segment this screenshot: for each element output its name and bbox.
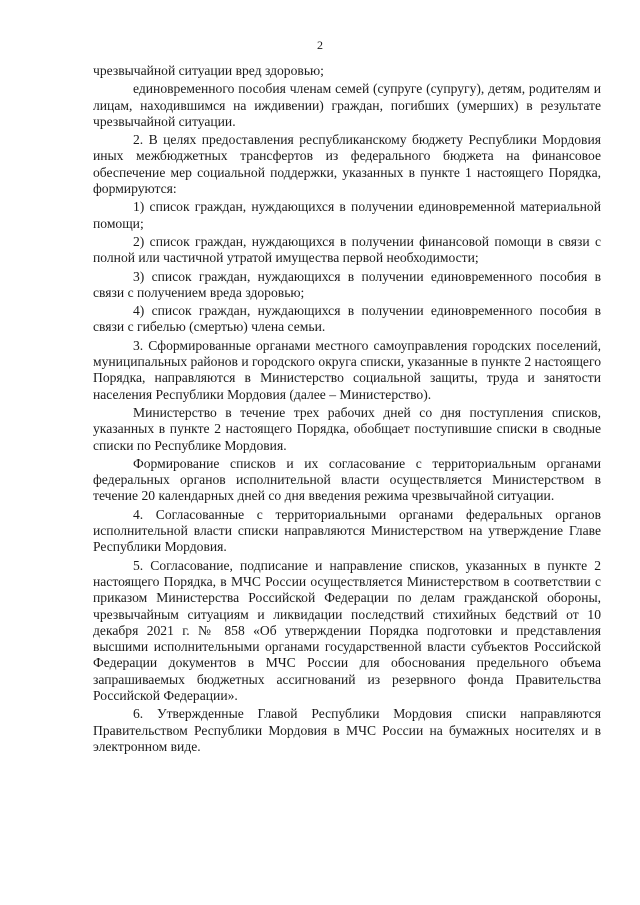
- paragraph-ministry-summary: Министерство в течение трех рабочих дней со дня поступления списков, указанных в пункте 2 настоящего Порядка, обобщает поступившие списки в сводные списки по Республике Мордовия.: [93, 404, 601, 453]
- paragraph-item-3: 3. Сформированные органами местного самоуправления городских поселений, муниципальных районов и городского округа списки, указанные в пункте 2 настоящего Порядка, направляются в Министерство социальной защиты, труда и занятости населения Республики Мордовия (далее – Министерство).: [93, 337, 601, 402]
- paragraph-funeral-allowance: единовременного пособия членам семей (супруге (супругу), детям, родителям и лицам, находившимся на иждивении) граждан, погибших (умерших) в результате чрезвычайной ситуации.: [93, 81, 601, 129]
- paragraph-list-4: 4) список граждан, нуждающихся в получении единовременного пособия в связи с гибелью (смертью) члена семьи.: [93, 303, 601, 335]
- paragraph-coordination: Формирование списков и их согласование с территориальным органами федеральных органов исполнительной власти осуществляется Министерством в течение 20 календарных дней со дня введения режима чрезвычайной ситуации.: [93, 455, 601, 504]
- page-number: 2: [317, 38, 323, 52]
- paragraph-continuation: чрезвычайной ситуации вред здоровью;: [93, 63, 324, 78]
- paragraph-item-6: 6. Утвержденные Главой Республики Мордовия списки направляются Правительством Республики Мордовия в МЧС России на бумажных носителях и в электронном виде.: [93, 706, 601, 754]
- paragraph-item-4: 4. Согласованные с территориальными органами федеральных органов исполнительной власти списки направляются Министерством на утверждение Главе Республики Мордовия.: [93, 506, 601, 555]
- paragraph-item-2: 2. В целях предоставления республиканскому бюджету Республики Мордовия иных межбюджетных трансфертов из федерального бюджета на финансовое обеспечение мер социальной поддержки, указанных в пункте 1 настоящего Порядка, формируются:: [93, 132, 601, 197]
- paragraph-list-1: 1) список граждан, нуждающихся в получении единовременной материальной помощи;: [93, 199, 601, 231]
- paragraph-list-3: 3) список граждан, нуждающихся в получении единовременного пособия в связи с получением вреда здоровью;: [93, 268, 601, 300]
- paragraph-item-5: 5. Согласование, подписание и направление списков, указанных в пункте 2 настоящего Порядка, в МЧС России осуществляется Министерством в соответствии с приказом Министерства Российской Федерации по делам гражданской обороны, чрезвычайным ситуациям и ликвидации последствий стихийных бедствий от 10 декабря 2021 г. № 858 «Об утверждении Порядка подготовки и представления высшими исполнительными органами государственной власти субъектов Российской Федерации документов в МЧС России для обоснования предельного объема запрашиваемых бюджетных ассигнований из резервного фонда Правительства Российской Федерации».: [93, 557, 601, 703]
- document-body: [93, 63, 601, 757]
- paragraph-list-2: 2) список граждан, нуждающихся в получении финансовой помощи в связи с полной или частичной утратой имущества первой необходимости;: [93, 233, 601, 266]
